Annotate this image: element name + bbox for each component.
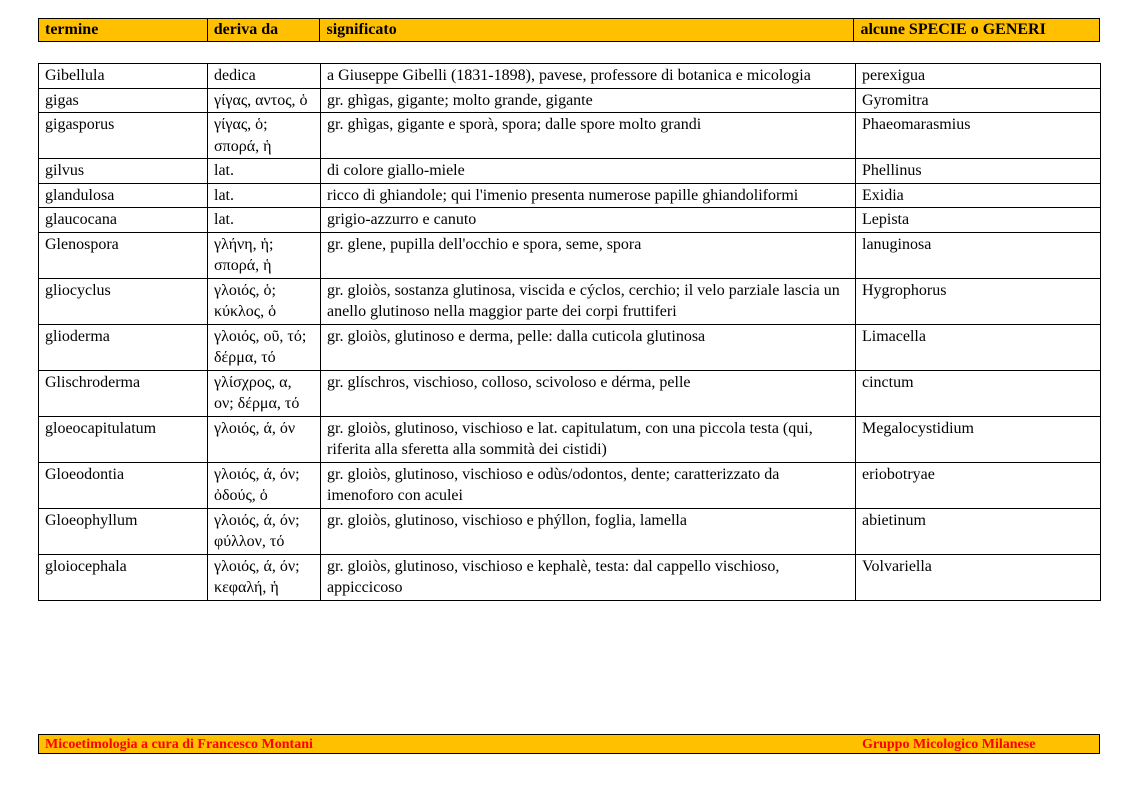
cell-specie: abietinum (856, 508, 1101, 554)
cell-significato: gr. gloiòs, glutinoso, vischioso e phýllon, foglia, lamella (321, 508, 856, 554)
table-header-bar (38, 18, 1100, 42)
cell-termine: gliocyclus (39, 278, 208, 324)
cell-significato: gr. gloiòs, glutinoso, vischioso e kephalè, testa: dal cappello vischioso, appiccicoso (321, 554, 856, 600)
cell-deriva-da: γλήνη, ἡ; σπορά, ἡ (208, 232, 321, 278)
table-row (39, 462, 1101, 508)
footer-author: Micoetimologia a cura di Francesco Montani (45, 737, 313, 752)
cell-significato: gr. ghìgas, gigante e sporà, spora; dalle spore molto grandi (321, 113, 856, 159)
cell-significato: gr. gloiòs, sostanza glutinosa, viscida e cýclos, cerchio; il velo parziale lascia un anello glutinoso nella maggior parte dei corpi fruttiferi (321, 278, 856, 324)
cell-specie: eriobotryae (856, 462, 1101, 508)
cell-deriva-da: dedica (208, 64, 321, 89)
cell-specie: Limacella (856, 324, 1101, 370)
cell-deriva-da: lat. (208, 159, 321, 184)
table-row (39, 64, 1101, 89)
cell-significato: gr. glíschros, vischioso, colloso, scivoloso e dérma, pelle (321, 370, 856, 416)
table-row (39, 278, 1101, 324)
cell-specie: perexigua (856, 64, 1101, 89)
cell-specie: lanuginosa (856, 232, 1101, 278)
cell-specie: Gyromitra (856, 88, 1101, 113)
header-termine: termine (39, 19, 208, 41)
table-row (39, 508, 1101, 554)
table-row (39, 183, 1101, 208)
cell-termine: gigasporus (39, 113, 208, 159)
table-row (39, 416, 1101, 462)
footer-group: Gruppo Micologico Milanese (862, 737, 1036, 752)
cell-termine: glioderma (39, 324, 208, 370)
cell-deriva-da: γλοιός, ὁ; κύκλος, ὁ (208, 278, 321, 324)
cell-termine: glaucocana (39, 208, 208, 233)
header-deriva-da: deriva da (208, 19, 321, 41)
footer-bar (38, 734, 1100, 754)
table-row (39, 324, 1101, 370)
cell-specie: Exidia (856, 183, 1101, 208)
cell-termine: gilvus (39, 159, 208, 184)
table-row (39, 159, 1101, 184)
table-row (39, 88, 1101, 113)
cell-significato: grigio-azzurro e canuto (321, 208, 856, 233)
cell-deriva-da: γίγας, αντος, ὁ (208, 88, 321, 113)
cell-termine: Glischroderma (39, 370, 208, 416)
cell-significato: gr. gloiòs, glutinoso, vischioso e odùs/odontos, dente; caratterizzato da imenoforo con aculei (321, 462, 856, 508)
cell-deriva-da: γλοιός, οῦ, τό; δέρμα, τό (208, 324, 321, 370)
cell-deriva-da: γλοιός, ά, όν; κεφαλή, ἡ (208, 554, 321, 600)
cell-specie: Hygrophorus (856, 278, 1101, 324)
cell-deriva-da: γλίσχρος, α, ον; δέρμα, τό (208, 370, 321, 416)
cell-deriva-da: lat. (208, 208, 321, 233)
cell-termine: Gloeodontia (39, 462, 208, 508)
cell-specie: Lepista (856, 208, 1101, 233)
cell-specie: cinctum (856, 370, 1101, 416)
header-significato: significato (320, 19, 854, 41)
cell-significato: di colore giallo-miele (321, 159, 856, 184)
cell-significato: gr. gloiòs, glutinoso, vischioso e lat. capitulatum, con una piccola testa (qui, riferita alla sferetta alla sommità dei cistidi) (321, 416, 856, 462)
table-row (39, 208, 1101, 233)
cell-specie: Phellinus (856, 159, 1101, 184)
cell-termine: gigas (39, 88, 208, 113)
table-row (39, 232, 1101, 278)
cell-termine: glandulosa (39, 183, 208, 208)
cell-deriva-da: γλοιός, ά, όν (208, 416, 321, 462)
cell-significato: gr. ghìgas, gigante; molto grande, gigante (321, 88, 856, 113)
cell-termine: Glenospora (39, 232, 208, 278)
table-row (39, 370, 1101, 416)
cell-specie: Phaeomarasmius (856, 113, 1101, 159)
cell-significato: gr. gloiòs, glutinoso e derma, pelle: dalla cuticola glutinosa (321, 324, 856, 370)
table-row (39, 113, 1101, 159)
cell-deriva-da: γλοιός, ά, όν; ὀδούς, ὁ (208, 462, 321, 508)
cell-deriva-da: lat. (208, 183, 321, 208)
cell-termine: gloeocapitulatum (39, 416, 208, 462)
glossary-table-body (39, 64, 1101, 601)
cell-termine: gloiocephala (39, 554, 208, 600)
cell-significato: ricco di ghiandole; qui l'imenio presenta numerose papille ghiandoliformi (321, 183, 856, 208)
glossary-table (38, 63, 1101, 601)
cell-specie: Volvariella (856, 554, 1101, 600)
cell-termine: Gibellula (39, 64, 208, 89)
cell-specie: Megalocystidium (856, 416, 1101, 462)
cell-deriva-da: γλοιός, ά, όν; φύλλον, τό (208, 508, 321, 554)
table-row (39, 554, 1101, 600)
cell-deriva-da: γίγας, ὁ; σπορά, ἡ (208, 113, 321, 159)
cell-termine: Gloeophyllum (39, 508, 208, 554)
cell-significato: a Giuseppe Gibelli (1831-1898), pavese, professore di botanica e micologia (321, 64, 856, 89)
cell-significato: gr. glene, pupilla dell'occhio e spora, seme, spora (321, 232, 856, 278)
header-specie-generi: alcune SPECIE o GENERI (860, 21, 1046, 38)
